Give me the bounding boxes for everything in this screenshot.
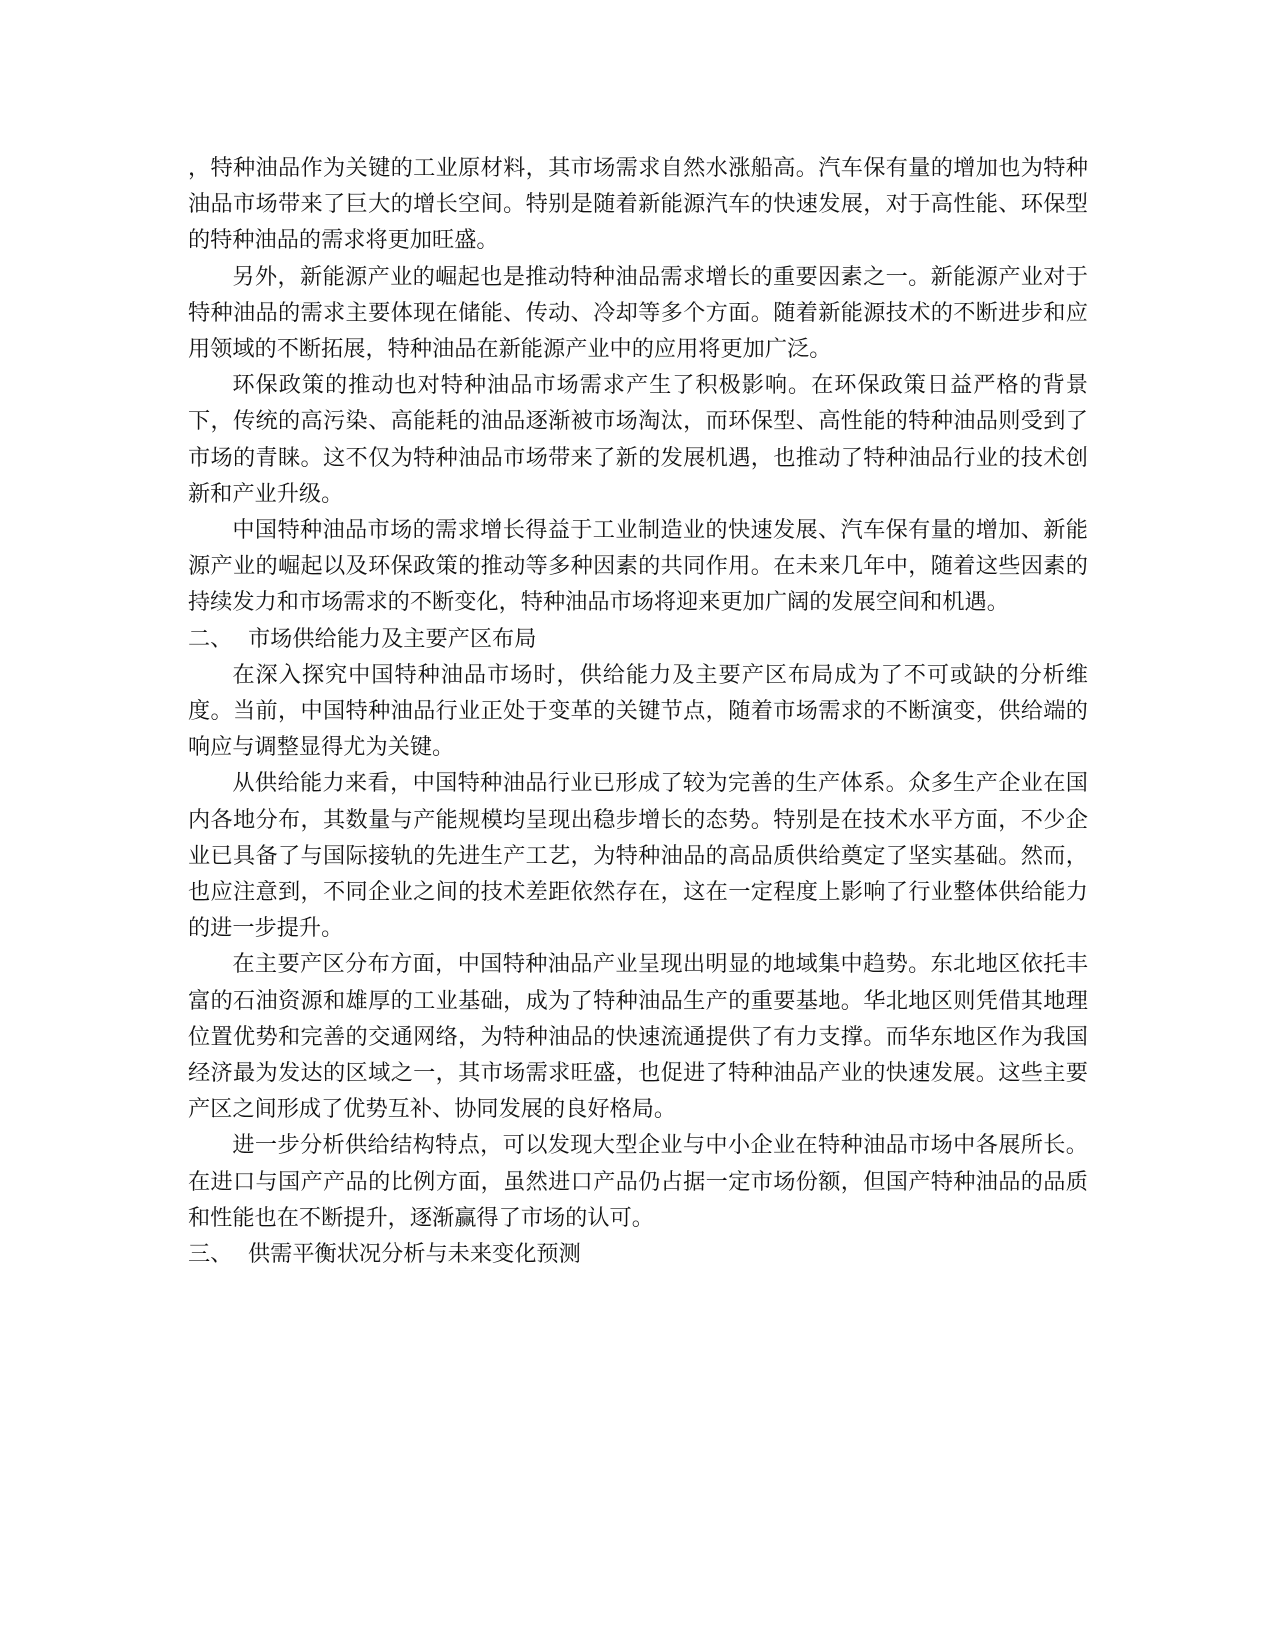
section-2-number: 二、 [188,625,233,652]
document-page [188,150,1088,1272]
section-3-heading [188,1236,1088,1272]
section-2-paragraph-2: 从供给能力来看，中国特种油品行业已形成了较为完善的生产体系。众多生产企业在国内各地分布，其数量与产能规模均呈现出稳步增长的态势。特别是在技术水平方面，不少企业已具备了与国际接轨的先进生产工艺，为特种油品的高品质供给奠定了坚实基础。然而，也应注意到，不同企业之间的技术差距依然存在，这在一定程度上影响了行业整体供给能力的进一步提升。 [188,770,1088,942]
paragraph-3: 环保政策的推动也对特种油品市场需求产生了积极影响。在环保政策日益严格的背景下，传统的高污染、高能耗的油品逐渐被市场淘汰，而环保型、高性能的特种油品则受到了市场的青睐。这不仅为特种油品市场带来了新的发展机遇，也推动了特种油品行业的技术创新和产业升级。 [188,372,1088,507]
paragraph-1: ，特种油品作为关键的工业原材料，其市场需求自然水涨船高。汽车保有量的增加也为特种油品市场带来了巨大的增长空间。特别是随着新能源汽车的快速发展，对于高性能、环保型的特种油品的需求将更加旺盛。 [188,155,1088,254]
section-2-heading [188,621,1088,657]
section-3-title: 供需平衡状况分析与未来变化预测 [248,1241,581,1268]
section-2-paragraph-1: 在深入探究中国特种油品市场时，供给能力及主要产区布局成为了不可或缺的分析维度。当前，中国特种油品行业正处于变革的关键节点，随着市场需求的不断演变，供给端的响应与调整显得尤为关键。 [188,661,1088,761]
paragraph-2: 另外，新能源产业的崛起也是推动特种油品需求增长的重要因素之一。新能源产业对于特种油品的需求主要体现在储能、传动、冷却等多个方面。随着新能源技术的不断进步和应用领域的不断拓展，特种油品在新能源产业中的应用将更加广泛。 [188,263,1088,363]
section-2-title: 市场供给能力及主要产区布局 [248,625,537,652]
section-2-paragraph-3: 在主要产区分布方面，中国特种油品产业呈现出明显的地域集中趋势。东北地区依托丰富的石油资源和雄厚的工业基础，成为了特种油品生产的重要基地。华北地区则凭借其地理位置优势和完善的交通网络，为特种油品的快速流通提供了有力支撑。而华东地区作为我国经济最为发达的区域之一，其市场需求旺盛，也促进了特种油品产业的快速发展。这些主要产区之间形成了优势互补、协同发展的良好格局。 [188,951,1088,1123]
section-3-number: 三、 [188,1241,233,1268]
paragraph-4: 中国特种油品市场的需求增长得益于工业制造业的快速发展、汽车保有量的增加、新能源产业的崛起以及环保政策的推动等多种因素的共同作用。在未来几年中，随着这些因素的持续发力和市场需求的不断变化，特种油品市场将迎来更加广阔的发展空间和机遇。 [188,517,1088,616]
section-2-paragraph-4: 进一步分析供给结构特点，可以发现大型企业与中小企业在特种油品市场中各展所长。在进口与国产产品的比例方面，虽然进口产品仍占据一定市场份额，但国产特种油品的品质和性能也在不断提升，逐渐赢得了市场的认可。 [188,1132,1088,1231]
